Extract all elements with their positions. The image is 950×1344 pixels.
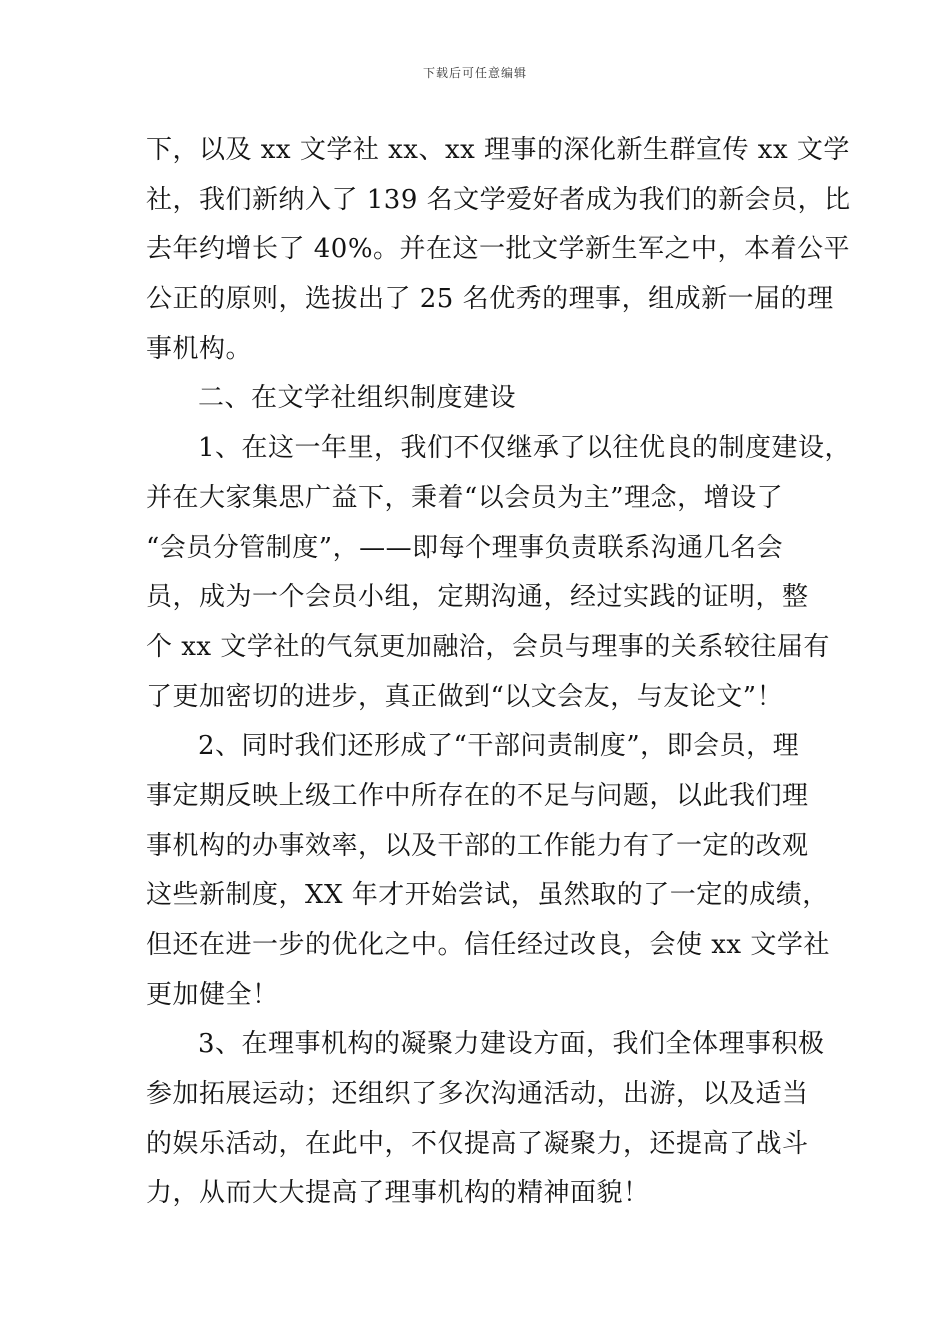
text-line: 事定期反映上级工作中所存在的不足与问题，以此我们理 bbox=[146, 780, 809, 811]
text-line: 了更加密切的进步，真正做到“以文会友，与友论文”！ bbox=[146, 681, 784, 712]
text-line: 更加健全！ bbox=[146, 979, 279, 1010]
text-line: 参加拓展运动；还组织了多次沟通活动，出游，以及适当 bbox=[146, 1079, 809, 1110]
text-line: 事机构的办事效率，以及干部的工作能力有了一定的改观 bbox=[146, 830, 809, 861]
text-line: 这些新制度，XX 年才开始尝试，虽然取的了一定的成绩， bbox=[146, 880, 829, 911]
text-line: “会员分管制度”，——即每个理事负责联系沟通几名会 bbox=[146, 532, 784, 563]
text-line: 去年约增长了 40%。并在这一批文学新生军之中，本着公平 bbox=[146, 234, 851, 265]
paragraph-item-2 bbox=[146, 722, 836, 1020]
section-heading bbox=[146, 374, 836, 424]
text-line: 2、同时我们还形成了“干部问责制度”，即会员，理 bbox=[198, 731, 800, 762]
text-line: 但还在进一步的优化之中。信任经过改良，会使 xx 文学社 bbox=[146, 930, 830, 960]
page-header: 下载后可任意编辑 bbox=[422, 66, 527, 80]
text-line: 1、在这一年里，我们不仅继承了以往优良的制度建设， bbox=[198, 433, 852, 464]
text-line: 个 xx 文学社的气氛更加融洽，会员与理事的关系较往届有 bbox=[146, 631, 830, 662]
text-line: 社，我们新纳入了 139 名文学爱好者成为我们的新会员，比 bbox=[146, 184, 851, 215]
text-line: 的娱乐活动，在此中，不仅提高了凝聚力，还提高了战斗 bbox=[146, 1128, 809, 1159]
text-line: 员，成为一个会员小组，定期沟通，经过实践的证明，整 bbox=[146, 582, 809, 613]
paragraph-intro-continuation bbox=[146, 126, 851, 374]
text-line: 事机构。 bbox=[146, 333, 253, 364]
text-line: 力，从而大大提高了理事机构的精神面貌！ bbox=[146, 1178, 650, 1209]
document-body bbox=[146, 126, 852, 1219]
paragraph-item-3 bbox=[146, 1020, 836, 1219]
text-line: 3、在理事机构的凝聚力建设方面，我们全体理事积极 bbox=[198, 1029, 825, 1060]
text-line: 下，以及 xx 文学社 xx、xx 理事的深化新生群宣传 xx 文学 bbox=[146, 135, 850, 165]
section-title: 二、在文学社组织制度建设 bbox=[198, 383, 517, 414]
text-line: 并在大家集思广益下，秉着“以会员为主”理念，增设了 bbox=[146, 482, 784, 513]
text-line: 公正的原则，选拔出了 25 名优秀的理事，组成新一届的理 bbox=[146, 284, 834, 315]
paragraph-item-1 bbox=[146, 424, 852, 722]
